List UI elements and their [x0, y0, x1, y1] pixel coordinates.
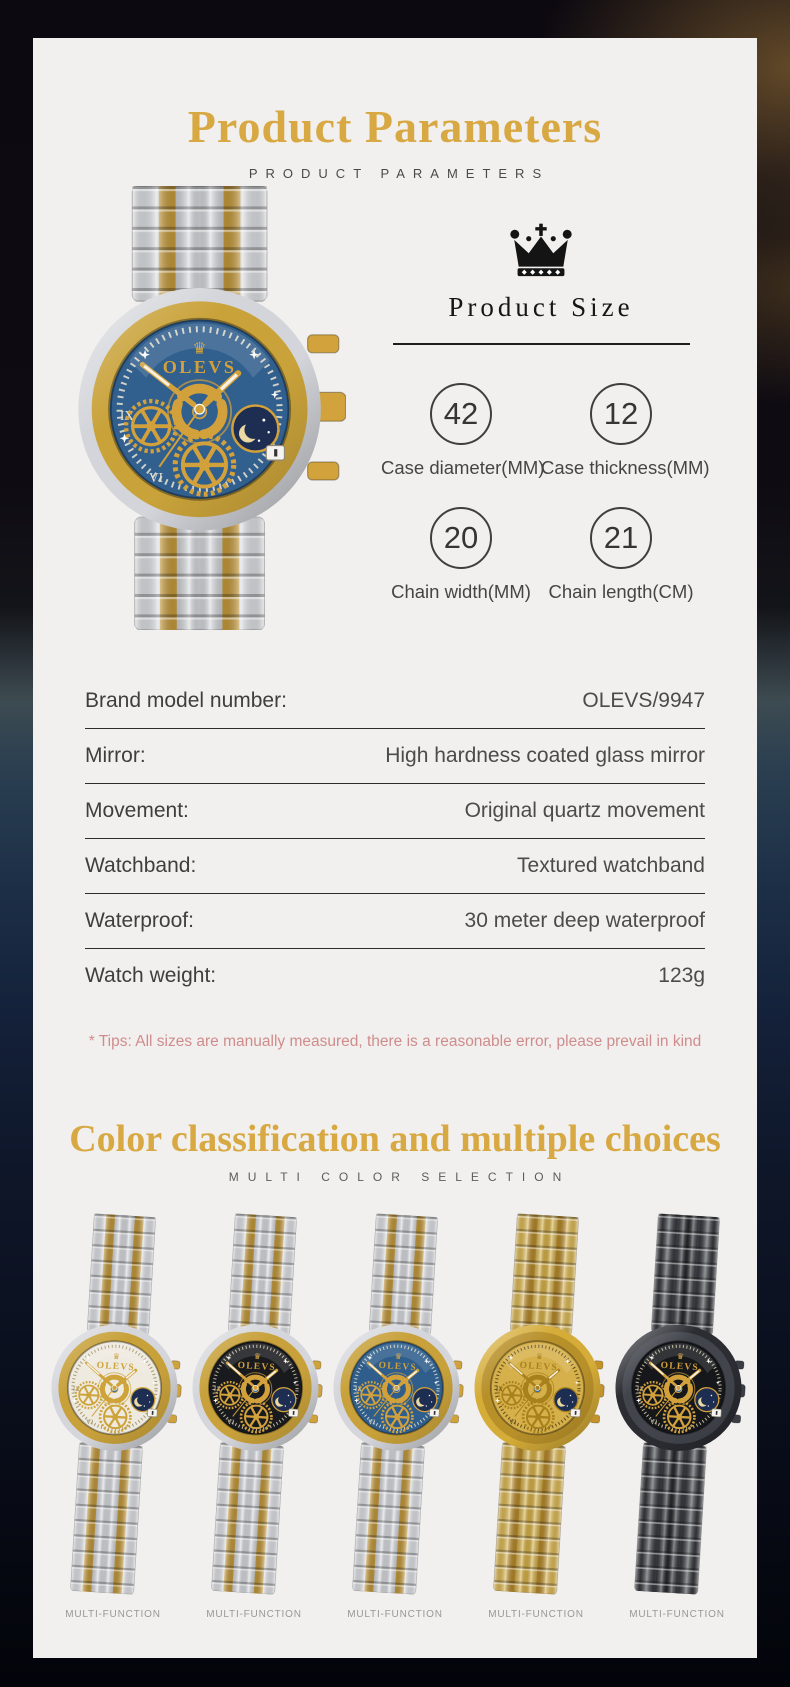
- metric-label: Case thickness(MM): [541, 457, 710, 478]
- metric-value: 42: [430, 383, 492, 445]
- metric-chain-length: [541, 507, 701, 603]
- metric-chain-width: [381, 507, 541, 603]
- variant-label: MULTI-FUNCTION: [206, 1609, 302, 1620]
- variant-two-tone-black: [187, 1215, 322, 1620]
- product-size-section: [381, 222, 710, 603]
- crown-icon: [505, 222, 577, 280]
- spec-label: Waterproof:: [85, 909, 194, 932]
- color-section-subtitle: MULTI COLOR SELECTION: [228, 1170, 571, 1184]
- spec-value: OLEVS/9947: [582, 689, 705, 712]
- color-section-heading: Color classification and multiple choices: [69, 1118, 721, 1160]
- spec-label: Watchband:: [85, 854, 197, 877]
- spec-value: High hardness coated glass mirror: [385, 744, 705, 767]
- table-row: [85, 949, 705, 1003]
- variant-watch-svg: [175, 1211, 333, 1597]
- page-title: Product Parameters: [187, 101, 603, 152]
- table-row: [85, 784, 705, 839]
- variant-label: MULTI-FUNCTION: [347, 1609, 443, 1620]
- tips-note: * Tips: All sizes are manually measured, there is a reasonable error, please prevail in kind: [88, 1033, 702, 1050]
- page-subtitle: PRODUCT PARAMETERS: [248, 166, 550, 181]
- size-metrics: [381, 383, 710, 603]
- metric-case-thickness: [541, 383, 710, 479]
- variant-watch-svg: [316, 1211, 474, 1597]
- metric-label: Chain width(MM): [391, 581, 531, 602]
- table-row: [85, 674, 705, 729]
- variant-watch-svg: [598, 1211, 756, 1597]
- spec-label: Movement:: [85, 799, 189, 822]
- variant-label: MULTI-FUNCTION: [488, 1609, 584, 1620]
- variant-label: MULTI-FUNCTION: [65, 1609, 161, 1620]
- variant-two-tone-blue: [328, 1215, 463, 1620]
- table-row: [85, 729, 705, 784]
- spec-value: 30 meter deep waterproof: [464, 909, 705, 932]
- metric-value: 21: [590, 507, 652, 569]
- variant-label: MULTI-FUNCTION: [629, 1609, 725, 1620]
- variant-watch-svg: [34, 1211, 192, 1597]
- product-parameters-card: [33, 38, 757, 1658]
- spec-label: Mirror:: [85, 744, 146, 767]
- variant-full-gold: [469, 1215, 604, 1620]
- metric-label: Chain length(CM): [548, 581, 694, 602]
- divider: [393, 343, 690, 345]
- metric-value: 20: [430, 507, 492, 569]
- table-row: [85, 839, 705, 894]
- variant-two-tone-white: [46, 1215, 181, 1620]
- product-size-heading: Product Size: [448, 292, 634, 322]
- variant-watch-svg: [457, 1211, 615, 1597]
- spec-value: Textured watchband: [517, 854, 705, 877]
- main-watch-image: [58, 186, 346, 630]
- color-variants-row: [33, 1215, 757, 1620]
- table-row: [85, 894, 705, 949]
- variant-full-black: [610, 1215, 745, 1620]
- metric-label: Case diameter(MM): [381, 457, 545, 478]
- main-watch-svg: [58, 186, 346, 630]
- spec-value: Original quartz movement: [464, 799, 705, 822]
- spec-table: [85, 674, 705, 1003]
- metric-value: 12: [590, 383, 652, 445]
- spec-label: Brand model number:: [85, 689, 287, 712]
- spec-label: Watch weight:: [85, 964, 217, 987]
- metric-case-diameter: [381, 383, 545, 479]
- spec-value: 123g: [658, 964, 705, 987]
